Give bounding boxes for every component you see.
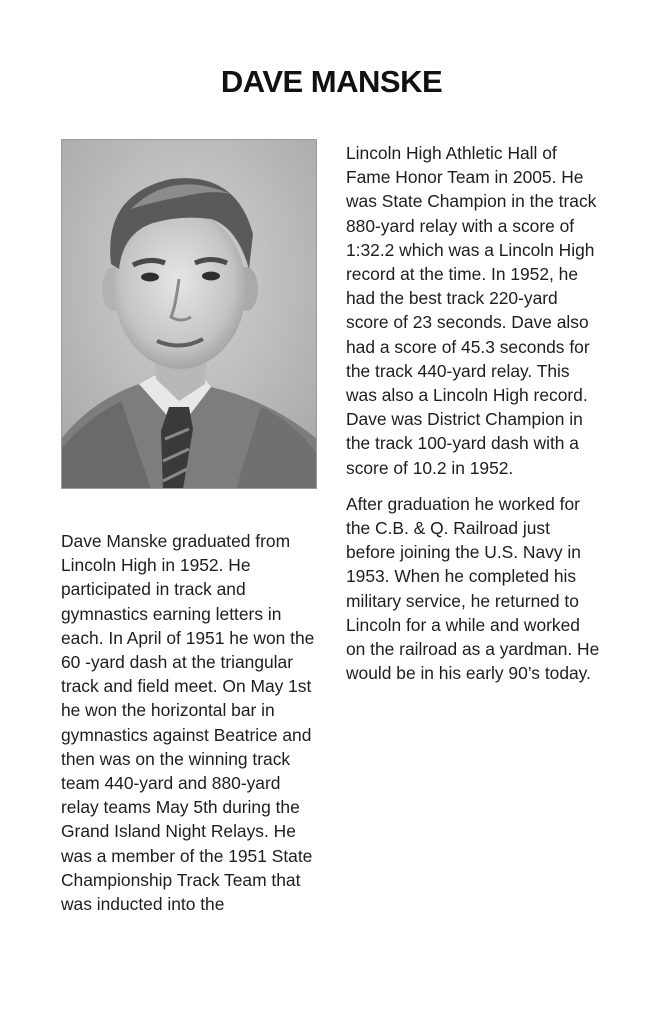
bio-paragraph-2: Lincoln High Athletic Hall of Fame Honor Team in 2005. He was State Champion in the track 880-yard relay with a score of 1:32.2 which was a Lincoln High record at the time. In 1952, he had the best track 220-yard score of 23 seconds. Dave also had a score of 45.3 seconds for the track 440-yard relay. This was also a Lincoln High record. Dave was District Champion in the track 100-yard dash with a score of 10.2 in 1952. bbox=[346, 143, 597, 478]
left-text-column bbox=[61, 529, 319, 916]
portrait-photo bbox=[61, 139, 317, 489]
bio-paragraph-3: After graduation he worked for the C.B. & Q. Railroad just before joining the U.S. Navy in 1953. When he completed his military service, he returned to Lincoln for a while and worked on the railroad as a yardman. He would be in his early 90’s today. bbox=[346, 493, 600, 684]
page-title: DAVE MANSKE bbox=[220, 64, 443, 99]
right-text-column bbox=[346, 141, 604, 685]
bio-paragraph-1: Dave Manske graduated from Lincoln High in 1952. He participated in track and gymnastics earning letters in each. In April of 1951 he won the 60 -yard dash at the triangular track and field meet. On May 1st he won the horizontal bar in gymnastics against Beatrice and then was on the winning track team 440-yard and 880-yard relay teams May 5th during the Grand Island Night Relays. He was a member of the 1951 State Championship Track Team that was inducted into the bbox=[61, 531, 315, 915]
